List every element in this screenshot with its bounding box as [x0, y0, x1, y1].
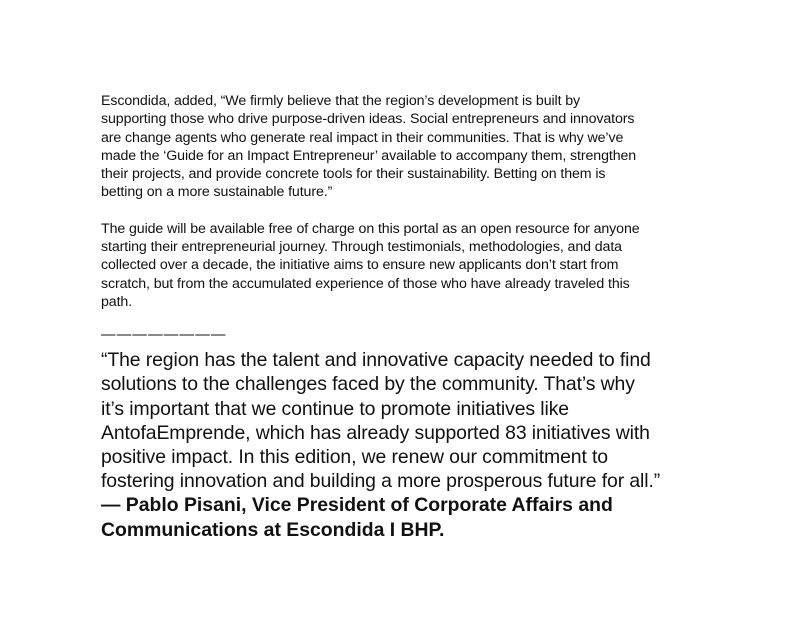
text-line: betting on a more sustainable future.”	[101, 184, 333, 201]
text-line: made the ‘Guide for an Impact Entrepreneur’ available to accompany them, strengthen	[101, 147, 637, 164]
text-line: their projects, and provide concrete tools for their sustainability. Betting on them is	[101, 166, 606, 183]
quote-line: “The region has the talent and innovative capacity needed to find	[101, 349, 651, 372]
paragraph-escondida-statement	[101, 92, 741, 202]
text-line: are change agents who generate real impact in their communities. That is why we’ve	[101, 129, 624, 146]
quote-attribution	[101, 493, 741, 541]
text-line: Escondida, added, “We firmly believe that the region’s development is built by	[101, 93, 581, 109]
text-line: The guide will be available free of charge on this portal as an open resource for anyone	[101, 220, 640, 237]
text-line: path.	[101, 293, 133, 310]
attribution-line: — Pablo Pisani, Vice President of Corporate Affairs and	[101, 494, 613, 517]
text-line: collected over a decade, the initiative aims to ensure new applicants don’t start from	[101, 257, 619, 274]
pull-quote	[101, 348, 741, 493]
text-line: supporting those who drive purpose-driven ideas. Social entrepreneurs and innovators	[101, 111, 635, 128]
quote-line: fostering innovation and building a more prosperous future for all.”	[101, 470, 661, 493]
text-line: starting their entrepreneurial journey. Through testimonials, methodologies, and data	[101, 239, 622, 256]
text-line: scratch, but from the accumulated experience of those who have already traveled this	[101, 275, 630, 292]
quote-line: solutions to the challenges faced by the community. That’s why	[101, 373, 635, 396]
article-body	[101, 92, 741, 542]
attribution-line: Communications at Escondida I BHP.	[101, 518, 445, 541]
quote-line: positive impact. In this edition, we renew our commitment to	[101, 446, 608, 469]
quote-line: it’s important that we continue to promote initiatives like	[101, 397, 569, 420]
dash-divider: ————————	[101, 327, 227, 344]
paragraph-guide-availability	[101, 220, 741, 311]
quote-line: AntofaEmprende, which has already supported 83 initiatives with	[101, 421, 650, 444]
